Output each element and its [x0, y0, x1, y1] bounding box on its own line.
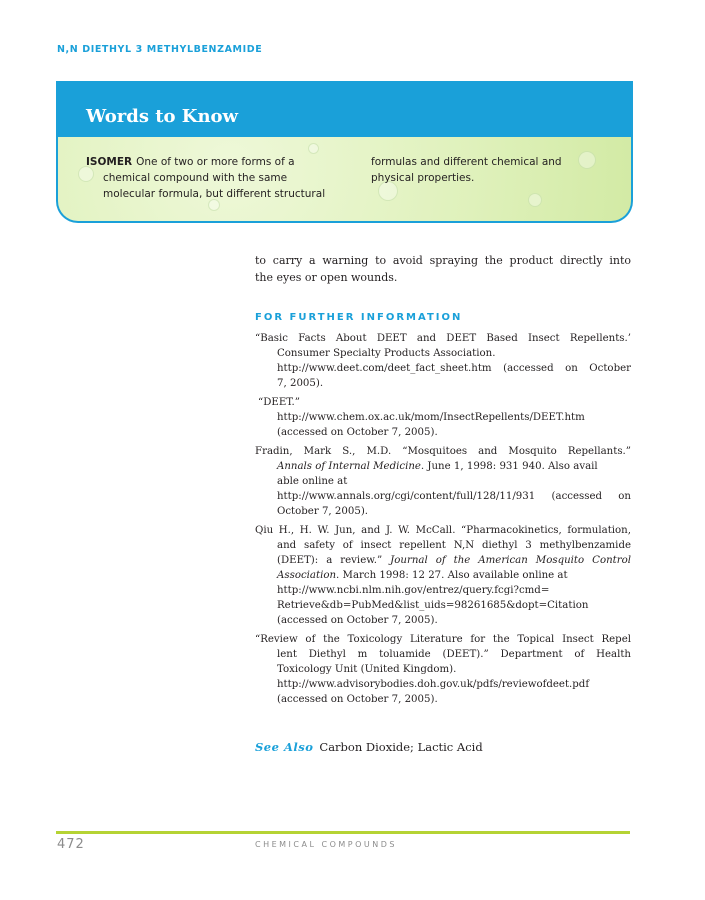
reference-line: “Basic Facts About DEET and DEET Based Insect Repellents.’ — [255, 333, 631, 344]
definition-text: molecular formula, but different structural — [103, 188, 326, 200]
reference-text: (DEET): a review.” — [277, 555, 391, 566]
reference-line: Toxicology Unit (United Kingdom). — [277, 664, 457, 675]
reference-line: (accessed on October 7, 2005). — [277, 694, 438, 705]
footer-rule — [56, 831, 630, 834]
footer-book-title: CHEMICAL COMPOUNDS — [255, 840, 397, 849]
reference-line: “DEET.” — [258, 397, 300, 408]
reference-line: (accessed on October 7, 2005). — [277, 427, 438, 438]
reference-line: “Review of the Toxicology Literature for the Topical Insect Repel — [255, 634, 631, 645]
reference-line: and safety of insect repellent N,N diethyl 3 methylbenzamide — [277, 540, 631, 551]
reference-entry — [255, 523, 631, 628]
water-drop-decoration — [308, 143, 319, 154]
reference-url[interactable]: Retrieve&db=PubMed&list_uids=98261685&dopt=Citation — [277, 600, 589, 611]
reference-url[interactable]: http://www.annals.org/cgi/content/full/128/11/931 (accessed on — [277, 491, 631, 502]
reference-line: Consumer Specialty Products Association. — [277, 348, 496, 359]
reference-line — [255, 568, 631, 583]
journal-title: Association. — [277, 570, 340, 581]
definition-column-right — [371, 154, 611, 186]
reference-url[interactable]: http://www.advisorybodies.doh.gov.uk/pdfs/reviewofdeet.pdf — [277, 679, 590, 690]
journal-title: Annals of Internal Medicine. — [277, 461, 425, 472]
words-to-know-box — [56, 81, 633, 223]
words-to-know-header — [58, 81, 631, 137]
reference-line: October 7, 2005). — [277, 506, 369, 517]
reference-line: able online at — [277, 476, 348, 487]
paragraph-line: to carry a warning to avoid spraying the product directly into — [255, 254, 631, 267]
reference-entry — [255, 632, 631, 707]
definition-text: physical properties. — [371, 172, 475, 184]
reference-line: Fradin, Mark S., M.D. “Mosquitoes and Mosquito Repellants.” — [255, 446, 631, 457]
reference-entry — [255, 444, 631, 519]
reference-url[interactable]: http://www.chem.ox.ac.uk/mom/InsectRepellents/DEET.htm — [277, 412, 585, 423]
words-to-know-title: Words to Know — [86, 106, 239, 127]
see-also-links[interactable]: Carbon Dioxide; Lactic Acid — [319, 740, 483, 754]
intro-paragraph — [255, 252, 631, 286]
running-head: N,N DIETHYL 3 METHYLBENZAMIDE — [57, 44, 263, 55]
reference-text: March 1998: 12 27. Also available online at — [339, 570, 568, 581]
reference-line — [255, 459, 631, 474]
definition-text: One of two or more forms of a — [136, 156, 295, 168]
definition-text: formulas and different chemical and — [371, 156, 562, 168]
reference-line: Qiu H., H. W. Jun, and J. W. McCall. “Pharmacokinetics, formulation, — [255, 525, 631, 536]
page-number: 472 — [57, 837, 85, 852]
see-also — [255, 740, 483, 754]
see-also-label: See Also — [255, 740, 314, 754]
reference-url[interactable]: http://www.ncbi.nlm.nih.gov/entrez/query.fcgi?cmd= — [277, 585, 550, 596]
definition-first-line — [86, 154, 348, 170]
water-drop-decoration — [528, 193, 542, 207]
further-information-heading: FOR FURTHER INFORMATION — [255, 312, 463, 323]
journal-title: Journal of the American Mosquito Control — [390, 555, 631, 566]
reference-line: (accessed on October 7, 2005). — [277, 615, 438, 626]
reference-url[interactable]: http://www.deet.com/deet_fact_sheet.htm (accessed on October — [277, 363, 631, 374]
reference-text: June 1, 1998: 931 940. Also avail — [424, 461, 598, 472]
paragraph-line: the eyes or open wounds. — [255, 271, 398, 284]
reference-entry — [255, 331, 631, 391]
reference-line — [255, 553, 631, 568]
reference-line: 7, 2005). — [277, 378, 324, 389]
reference-list — [255, 331, 631, 711]
definition-text: chemical compound with the same — [103, 172, 288, 184]
glossary-term: ISOMER — [86, 156, 133, 168]
reference-line: lent Diethyl m toluamide (DEET).” Department of Health — [277, 649, 631, 660]
definition-column-left — [86, 154, 348, 202]
reference-entry — [255, 395, 631, 440]
